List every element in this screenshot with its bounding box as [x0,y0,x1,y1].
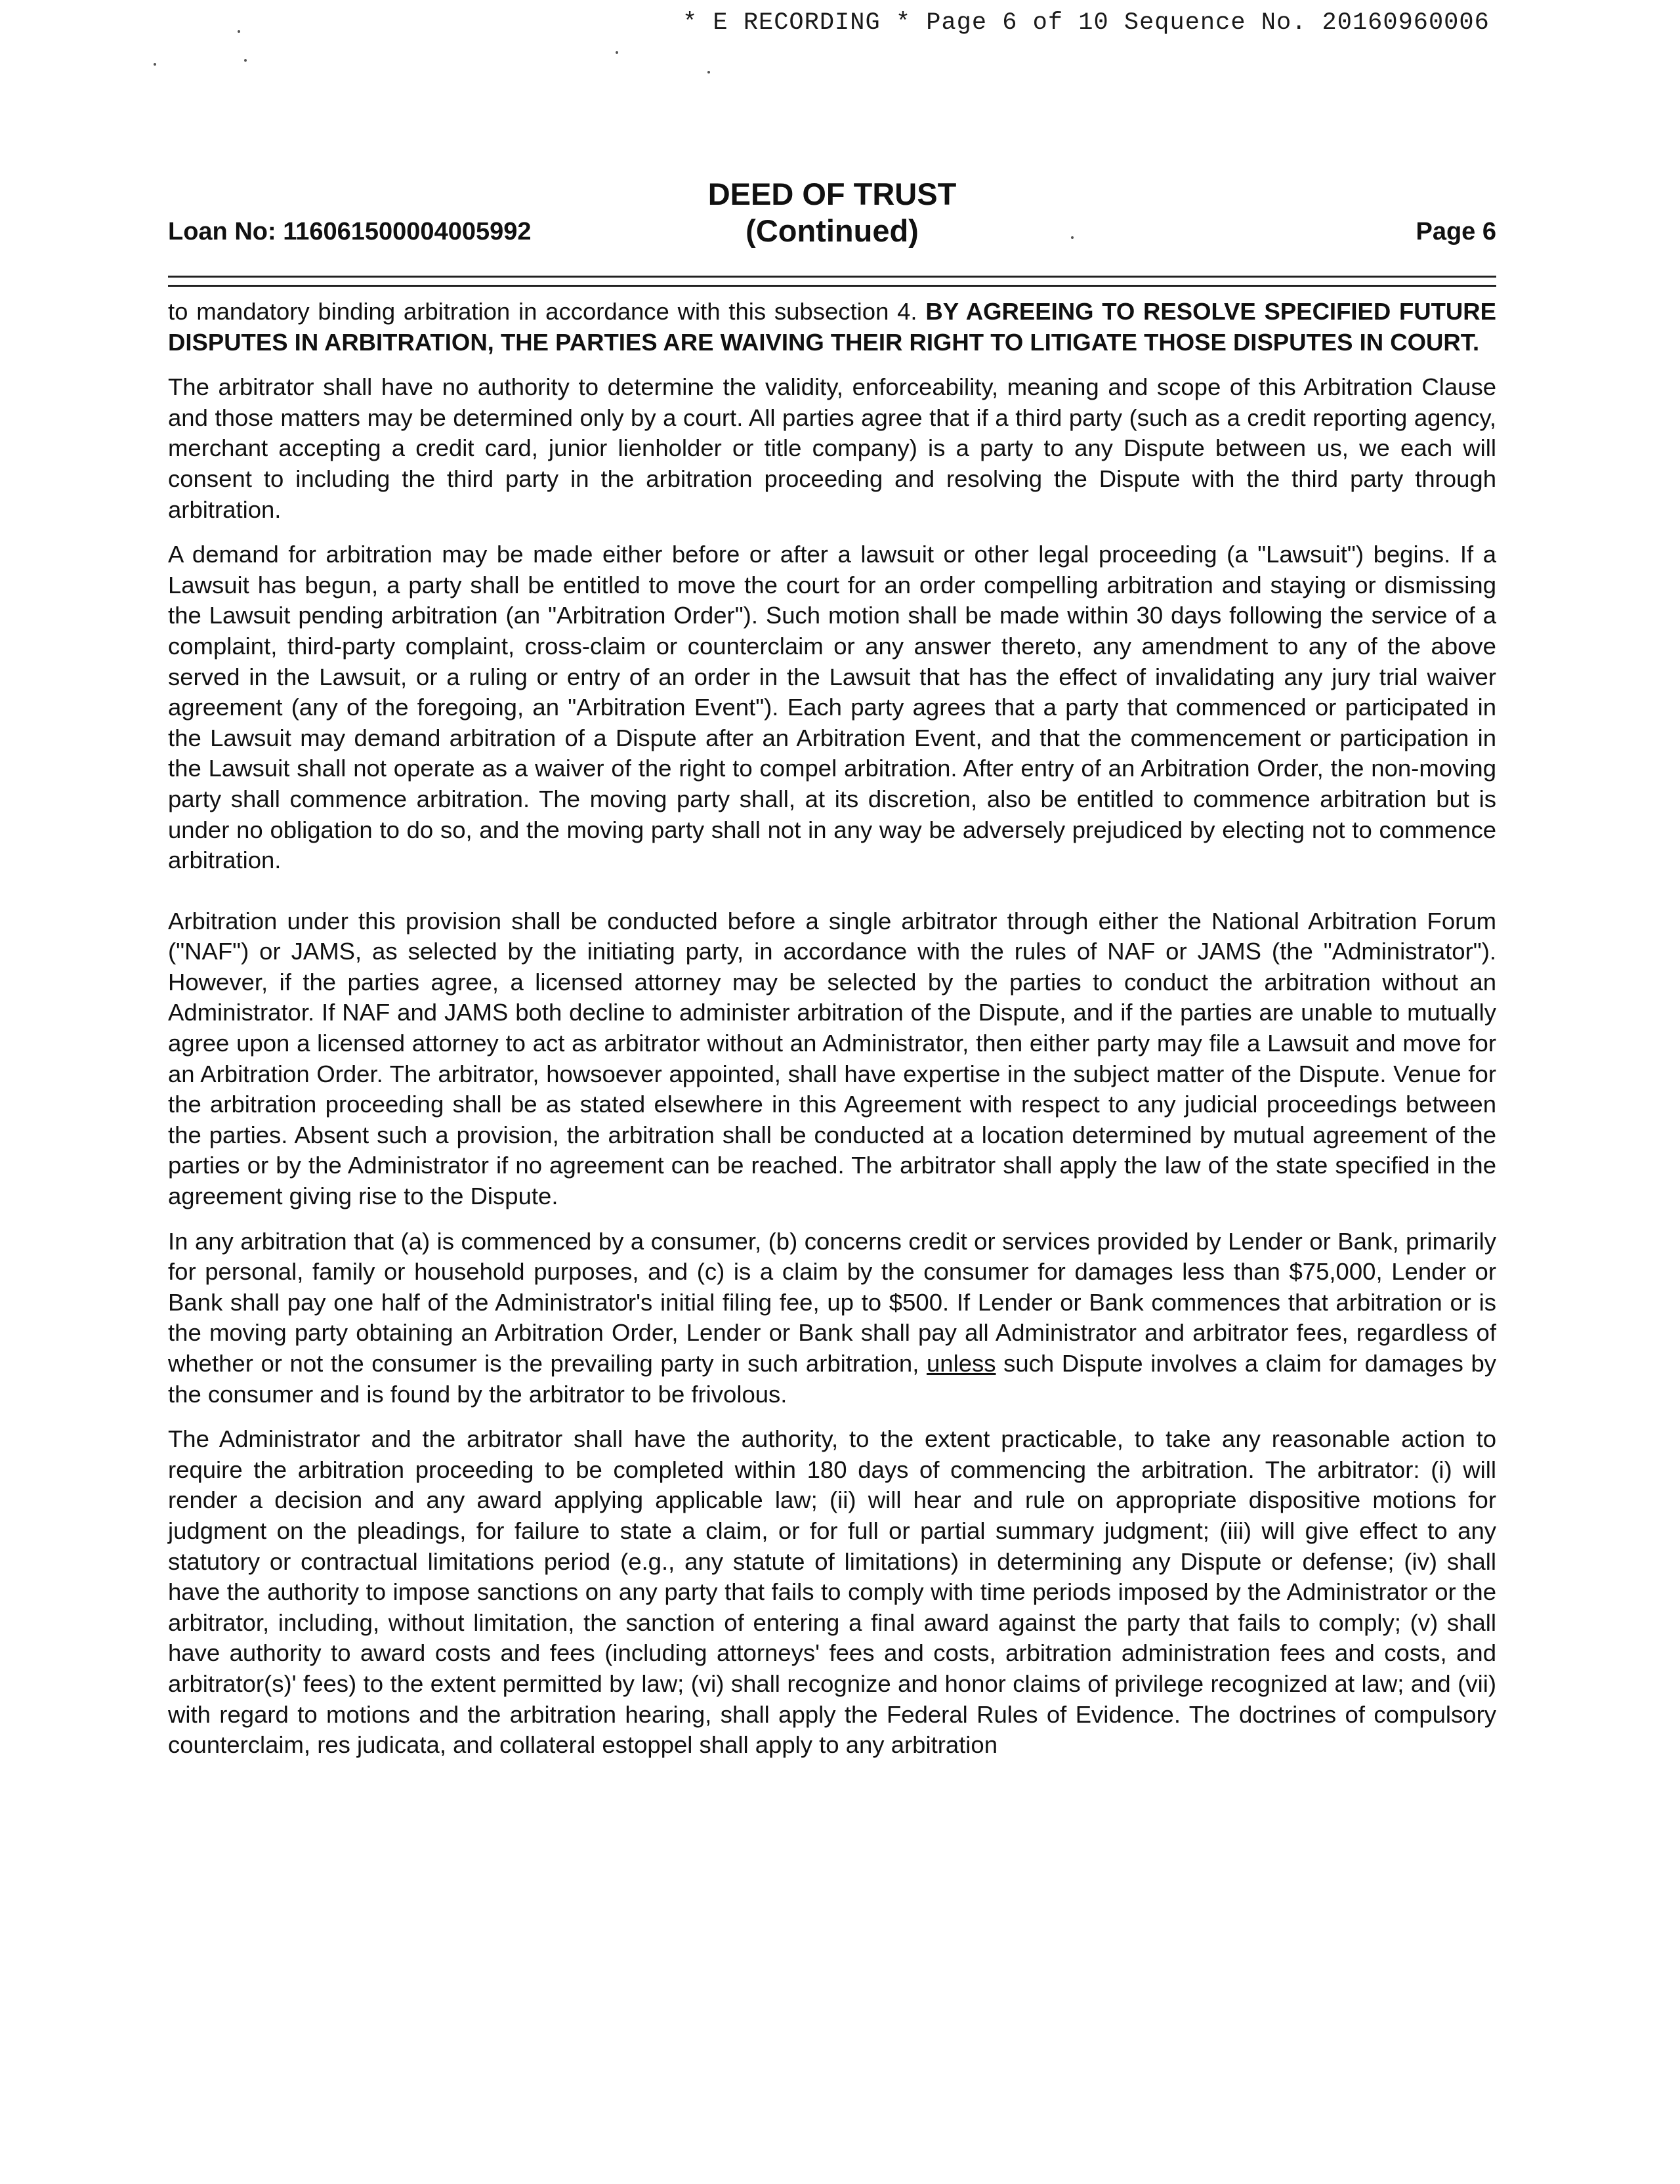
paragraph-arbitrator-powers: The Administrator and the arbitrator shall have the authority, to the extent practicable, to take any reasonable action to require the arbitration proceeding to be completed within 180 days of commencing the arbitration. The arbitrator: (i) will render a decision and any award applying applicable law; (ii) will hear and rule on appropriate dispositive motions for judgment on the pleadings, for failure to state a claim, or for full or partial summary judgment; (iii) will give effect to any statutory or contractual limitations period (e.g., any statute of limitations) in determining any Dispute or defense; (iv) shall have the authority to impose sanctions on any party that fails to comply with time periods imposed by the Administrator or the arbitrator, including, without limitation, the sanction of entering a final award against the party that fails to comply; (v) shall have authority to award costs and fees (including attorneys' fees and costs, arbitration administration fees and costs, and arbitrator(s)' fees) to the extent permitted by law; (vi) shall recognize and honor claims of privilege recognized at law; and (vii) with regard to motions and the arbitration hearing, shall apply the Federal Rules of Evidence. The doctrines of compulsory counterclaim, res judicata, and collateral estoppel shall apply to any arbitration [168,1425,1496,1759]
header-rule-bottom [168,285,1496,287]
scan-speck [244,59,247,62]
underlined-term: unless [926,1350,996,1377]
paragraph-text: such Dispute involves a claim for damages by the consumer and is found by the arbitrator to be frivolous. [168,1350,1496,1408]
document-title-line2: (Continued) [746,213,919,248]
paragraph-text: to mandatory binding arbitration in accordance with this subsection 4. [168,298,926,325]
paragraph-arbitrator-authority: The arbitrator shall have no authority to determine the validity, enforceability, meaning and scope of this Arbitration Clause and those matters may be determined only by a court. All parties agree that if a third party (such as a credit reporting agency, merchant accepting a credit card, junior lienholder or title company) is a party to any Dispute between us, we each will consent to including the third party in the arbitration proceeding and resolving the Dispute with the third party through arbitration. [168,373,1496,523]
document-header [168,176,1496,255]
scan-speck [238,30,240,33]
header-rule-top [168,276,1496,278]
scan-speck [154,63,156,66]
document-title-line1: DEED OF TRUST [707,177,957,211]
paragraph-arbitration-provider: Arbitration under this provision shall be conducted before a single arbitrator through either the National Arbitration Forum ("NAF") or JAMS, as selected by the initiating party, in accordance with the rules of NAF or JAMS (the "Administrator"). However, if the parties agree, a licensed attorney may be selected by the parties to conduct the arbitration without an Administrator. If NAF and JAMS both decline to administer arbitration of the Dispute, and if the parties are unable to mutually agree upon a licensed attorney to act as arbitrator without an Administrator, then either party may file a Lawsuit and move for an Arbitration Order. The arbitrator, howsoever appointed, shall have expertise in the subject matter of the Dispute. Venue for the arbitration proceeding shall be as stated elsewhere in this Agreement with respect to any judicial proceedings between the parties. Absent such a provision, the arbitration shall be conducted at a location determined by mutual agreement of the parties or by the Administrator if no agreement can be reached. The arbitrator shall apply the law of the state specified in the agreement giving rise to the Dispute. [168,907,1496,1210]
paragraph-text: In any arbitration that (a) is commenced by a consumer, (b) concerns credit or services provided by Lender or Bank, primarily for personal, family or household purposes, and (c) is a claim by the consumer for damages less than $75,000, Lender or Bank shall pay one half of the Administrator's initial filing fee, up to $500. If Lender or Bank commences that arbitration or is the moving party obtaining an Arbitration Order, Lender or Bank shall pay all Administrator and arbitrator fees, regardless of whether or not the consumer is the prevailing party in such arbitration, [168,1227,1496,1377]
document-body [168,297,1496,1775]
loan-number: Loan No: 116061500004005992 [168,218,532,245]
paragraph-arbitration-fees [168,1227,1496,1410]
paragraph-arbitration-waiver [168,297,1496,358]
recording-stamp: * E RECORDING * Page 6 of 10 Sequence No. 20160960006 [682,9,1490,37]
scan-speck [707,71,710,74]
paragraph-demand-for-arbitration: A demand for arbitration may be made either before or after a lawsuit or other legal proceeding (a "Lawsuit") begins. If a Lawsuit has begun, a party shall be entitled to move the court for an order compelling arbitration and staying or dismissing the Lawsuit pending arbitration (an "Arbitration Order"). Such motion shall be made within 30 days following the service of a complaint, third-party complaint, cross-claim or counterclaim or any answer thereto, any amendment to any of the above served in the Lawsuit, or a ruling or entry of an order in the Lawsuit that has the effect of invalidating any jury trial waiver agreement (any of the foregoing, an "Arbitration Event"). Each party agrees that a party that commenced or participated in the Lawsuit may demand arbitration of a Dispute after an Arbitration Event, and that the commencement or participation in the Lawsuit shall not operate as a waiver of the right to compel arbitration. After entry of an Arbitration Order, the non-moving party shall commence arbitration. The moving party shall, at its discretion, also be entitled to commence arbitration but is under no obligation to do so, and the moving party shall not in any way be adversely prejudiced by electing not to commence arbitration. [168,541,1496,874]
waiver-notice: BY AGREEING TO RESOLVE SPECIFIED FUTURE DISPUTES IN ARBITRATION, THE PARTIES ARE WAIVING THEIR RIGHT TO LITIGATE THOSE DISPUTES IN COURT. [168,298,1496,356]
page-number: Page 6 [1416,218,1496,245]
scan-speck [616,51,618,54]
